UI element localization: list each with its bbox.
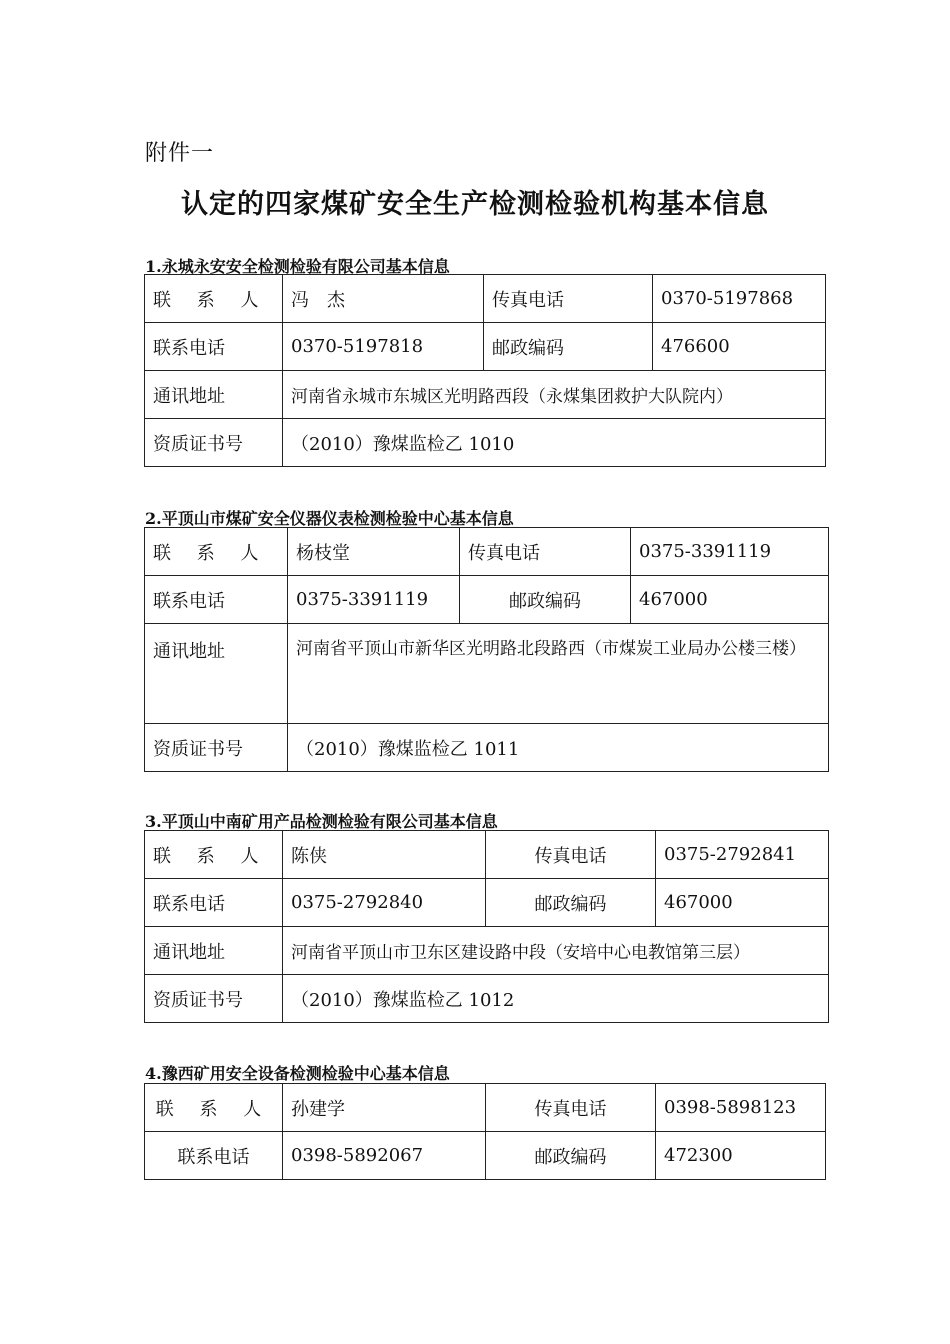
phone-label: 联系电话 <box>145 323 283 371</box>
table-row <box>145 528 829 576</box>
postcode-label: 邮政编码 <box>484 323 653 371</box>
fax-label: 传真电话 <box>460 528 631 576</box>
document-title: 认定的四家煤矿安全生产检测检验机构基本信息 <box>181 189 769 220</box>
table-row <box>145 975 829 1023</box>
phone-label: 联系电话 <box>145 879 283 927</box>
attachment-label: 附件一 <box>145 141 215 166</box>
table-row <box>145 724 829 772</box>
cert-label: 资质证书号 <box>145 724 288 772</box>
fax-label: 传真电话 <box>486 1084 656 1132</box>
table-row <box>145 879 829 927</box>
section-heading-3: 3.平顶山中南矿用产品检测检验有限公司基本信息 <box>145 812 498 831</box>
table-row <box>145 1132 826 1180</box>
cert-value: （2010）豫煤监检乙 1012 <box>283 975 829 1023</box>
postcode-value: 467000 <box>631 576 829 624</box>
info-table-2 <box>144 527 829 772</box>
cert-label: 资质证书号 <box>145 419 283 467</box>
contact-label: 联 系 人 <box>145 831 283 879</box>
phone-value: 0398-5892067 <box>283 1132 486 1180</box>
postcode-value: 472300 <box>656 1132 826 1180</box>
table-row <box>145 831 829 879</box>
table-row <box>145 371 826 419</box>
contact-label: 联 系 人 <box>145 1084 283 1132</box>
fax-label: 传真电话 <box>484 275 653 323</box>
postcode-label: 邮政编码 <box>486 1132 656 1180</box>
postcode-value: 476600 <box>653 323 826 371</box>
info-table-1 <box>144 274 826 467</box>
address-value: 河南省平顶山市卫东区建设路中段（安培中心电教馆第三层） <box>283 927 829 975</box>
table-row <box>145 419 826 467</box>
cert-value: （2010）豫煤监检乙 1010 <box>283 419 826 467</box>
table-row <box>145 323 826 371</box>
contact-value: 陈侠 <box>283 831 486 879</box>
cert-label: 资质证书号 <box>145 975 283 1023</box>
section-heading-2: 2.平顶山市煤矿安全仪器仪表检测检验中心基本信息 <box>145 509 514 528</box>
section-heading-4: 4.豫西矿用安全设备检测检验中心基本信息 <box>145 1064 450 1083</box>
table-row <box>145 1084 826 1132</box>
info-table-3 <box>144 830 829 1023</box>
table-row <box>145 624 829 724</box>
table-row <box>145 275 826 323</box>
contact-value: 冯 杰 <box>283 275 484 323</box>
postcode-label: 邮政编码 <box>486 879 656 927</box>
cert-value: （2010）豫煤监检乙 1011 <box>288 724 829 772</box>
address-label: 通讯地址 <box>145 624 288 724</box>
fax-value: 0375-3391119 <box>631 528 829 576</box>
address-label: 通讯地址 <box>145 371 283 419</box>
fax-value: 0375-2792841 <box>656 831 829 879</box>
contact-value: 孙建学 <box>283 1084 486 1132</box>
fax-value: 0370-5197868 <box>653 275 826 323</box>
postcode-value: 467000 <box>656 879 829 927</box>
phone-value: 0370-5197818 <box>283 323 484 371</box>
postcode-label: 邮政编码 <box>460 576 631 624</box>
phone-value: 0375-2792840 <box>283 879 486 927</box>
table-row <box>145 927 829 975</box>
phone-value: 0375-3391119 <box>288 576 460 624</box>
fax-value: 0398-5898123 <box>656 1084 826 1132</box>
contact-value: 杨枝堂 <box>288 528 460 576</box>
contact-label: 联 系 人 <box>145 528 288 576</box>
fax-label: 传真电话 <box>486 831 656 879</box>
address-label: 通讯地址 <box>145 927 283 975</box>
phone-label: 联系电话 <box>145 576 288 624</box>
section-heading-1: 1.永城永安安全检测检验有限公司基本信息 <box>145 257 450 276</box>
address-value: 河南省平顶山市新华区光明路北段路西（市煤炭工业局办公楼三楼） <box>288 624 829 724</box>
contact-label: 联 系 人 <box>145 275 283 323</box>
info-table-4 <box>144 1083 826 1180</box>
address-value: 河南省永城市东城区光明路西段（永煤集团救护大队院内） <box>283 371 826 419</box>
phone-label: 联系电话 <box>145 1132 283 1180</box>
table-row <box>145 576 829 624</box>
